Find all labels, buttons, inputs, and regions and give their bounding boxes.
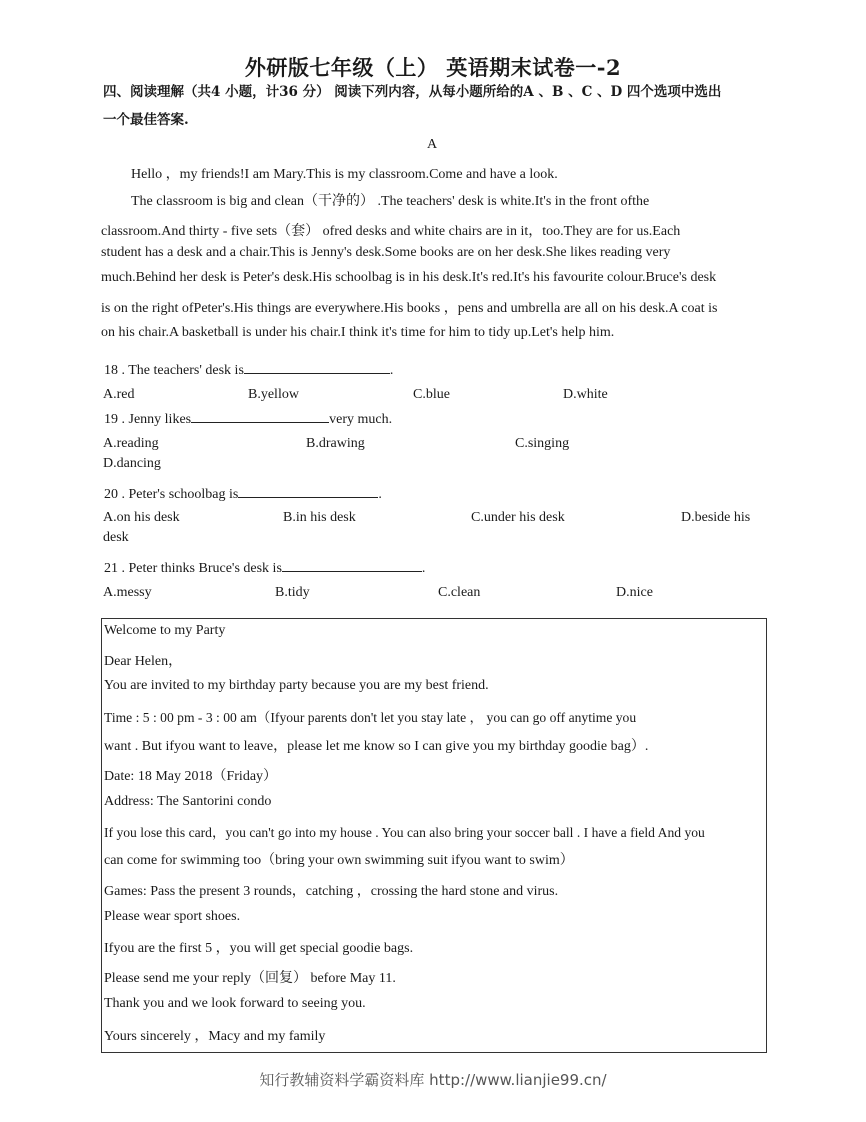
invitation-line: If you lose this card，you can't go into my house . You can also bring your soccer ball . I have a field And you bbox=[104, 825, 705, 840]
option-b[interactable]: B.in his desk bbox=[283, 510, 356, 525]
question-stem-end: very much. bbox=[329, 412, 393, 427]
question-stem: Jenny likes bbox=[128, 412, 192, 427]
question-stem: The teachers' desk is bbox=[128, 363, 244, 378]
option-c[interactable]: C.clean bbox=[438, 585, 481, 600]
answer-blank[interactable] bbox=[282, 557, 422, 572]
page-title: 外研版七年级（上） 英语期末试卷一-2 bbox=[244, 55, 622, 80]
answer-blank[interactable] bbox=[238, 483, 378, 498]
invitation-line: You are invited to my birthday party because you are my best friend. bbox=[104, 678, 489, 693]
option-a[interactable]: A.on his desk bbox=[103, 510, 180, 525]
invitation-greeting: Dear Helen， bbox=[104, 654, 183, 669]
passage-line: Hello ，my friends!I am Mary.This is my classroom.Come and have a look. bbox=[131, 167, 558, 182]
invitation-address: Address: The Santorini condo bbox=[104, 794, 272, 809]
passage-line: The classroom is big and clean（干净的） .The teachers' desk is white.It's in the front ofthe bbox=[131, 194, 650, 209]
invitation-line: Please send me your reply（回复） before May 11. bbox=[104, 971, 396, 986]
option-c[interactable]: C.blue bbox=[413, 387, 450, 402]
invitation-line: Thank you and we look forward to seeing you. bbox=[104, 996, 366, 1011]
option-b[interactable]: B.tidy bbox=[275, 585, 310, 600]
invitation-date: Date: 18 May 2018（Friday） bbox=[104, 769, 278, 784]
option-d[interactable]: D.nice bbox=[616, 585, 653, 600]
option-a[interactable]: A.messy bbox=[103, 585, 152, 600]
question-stem-end: . bbox=[421, 561, 426, 576]
question-number: 21 . bbox=[104, 561, 125, 576]
passage-line: student has a desk and a chair.This is Jenny's desk.Some books are on her desk.She likes reading very bbox=[101, 245, 671, 260]
option-c[interactable]: C.under his desk bbox=[471, 510, 565, 525]
question-stem-end: . bbox=[378, 487, 382, 502]
option-d[interactable]: D.beside his bbox=[681, 510, 751, 525]
footer-watermark[interactable]: 知行教辅资料学霸资料库 http://www.lianjie99.cn/ bbox=[259, 1071, 607, 1089]
question-21 bbox=[104, 557, 425, 577]
answer-blank[interactable] bbox=[191, 408, 329, 423]
question-number: 18 . bbox=[104, 363, 125, 378]
question-stem: Peter thinks Bruce's desk is bbox=[128, 561, 282, 576]
passage-line: much.Behind her desk is Peter's desk.His schoolbag is in his desk.It's red.It's his favourite colour.Bruce's desk bbox=[101, 270, 717, 285]
option-d[interactable]: D.white bbox=[563, 387, 608, 402]
option-a[interactable]: A.red bbox=[103, 387, 135, 402]
option-b[interactable]: B.yellow bbox=[248, 387, 299, 402]
section-instruction: 四、阅读理解（共4 小题，计36 分） 阅读下列内容，从每小题所给的A 、B 、C 、D 四个选项中选出 bbox=[103, 84, 722, 100]
invitation-line: Ifyou are the first 5 ，you will get special goodie bags. bbox=[104, 941, 414, 956]
passage-line: on his chair.A basketball is under his chair.I think it's time for him to tidy up.Let's help him. bbox=[101, 325, 615, 340]
passage-letter: A bbox=[427, 137, 438, 152]
question-20 bbox=[104, 483, 382, 503]
invitation-line: Please wear sport shoes. bbox=[104, 909, 241, 924]
option-d[interactable]: D.dancing bbox=[103, 456, 161, 471]
option-c[interactable]: C.singing bbox=[515, 436, 570, 451]
question-19 bbox=[104, 408, 392, 428]
passage-line: is on the right ofPeter's.His things are everywhere.His books ，pens and umbrella are all on his desk.A coat is bbox=[101, 301, 718, 316]
passage-line: classroom.And thirty - five sets（套） ofred desks and white chairs are in it，too.They are for us.Each bbox=[101, 224, 681, 239]
invitation-games: Games: Pass the present 3 rounds，catching ，crossing the hard stone and virus. bbox=[104, 884, 559, 899]
invitation-line: Time : 5 : 00 pm - 3 : 00 am（Ifyour parents don't let you stay late ， you can go off anytime you bbox=[104, 710, 637, 725]
answer-blank[interactable] bbox=[244, 359, 390, 374]
section-instruction-cont: 一个最佳答案. bbox=[103, 112, 189, 128]
option-d-cont: desk bbox=[103, 530, 129, 545]
invitation-heading: Welcome to my Party bbox=[104, 623, 226, 638]
invitation-signoff: Yours sincerely ，Macy and my family bbox=[104, 1029, 326, 1044]
option-a[interactable]: A.reading bbox=[103, 436, 159, 451]
question-number: 19 . bbox=[104, 412, 125, 427]
question-stem: Peter's schoolbag is bbox=[128, 487, 239, 502]
invitation-line: can come for swimming too（bring your own swimming suit ifyou want to swim） bbox=[104, 853, 574, 868]
question-18 bbox=[104, 359, 393, 379]
question-stem-end: . bbox=[389, 363, 394, 378]
option-b[interactable]: B.drawing bbox=[306, 436, 365, 451]
invitation-line: want . But ifyou want to leave，please let me know so I can give you my birthday goodie bag）. bbox=[104, 739, 649, 754]
question-number: 20 . bbox=[104, 487, 125, 502]
